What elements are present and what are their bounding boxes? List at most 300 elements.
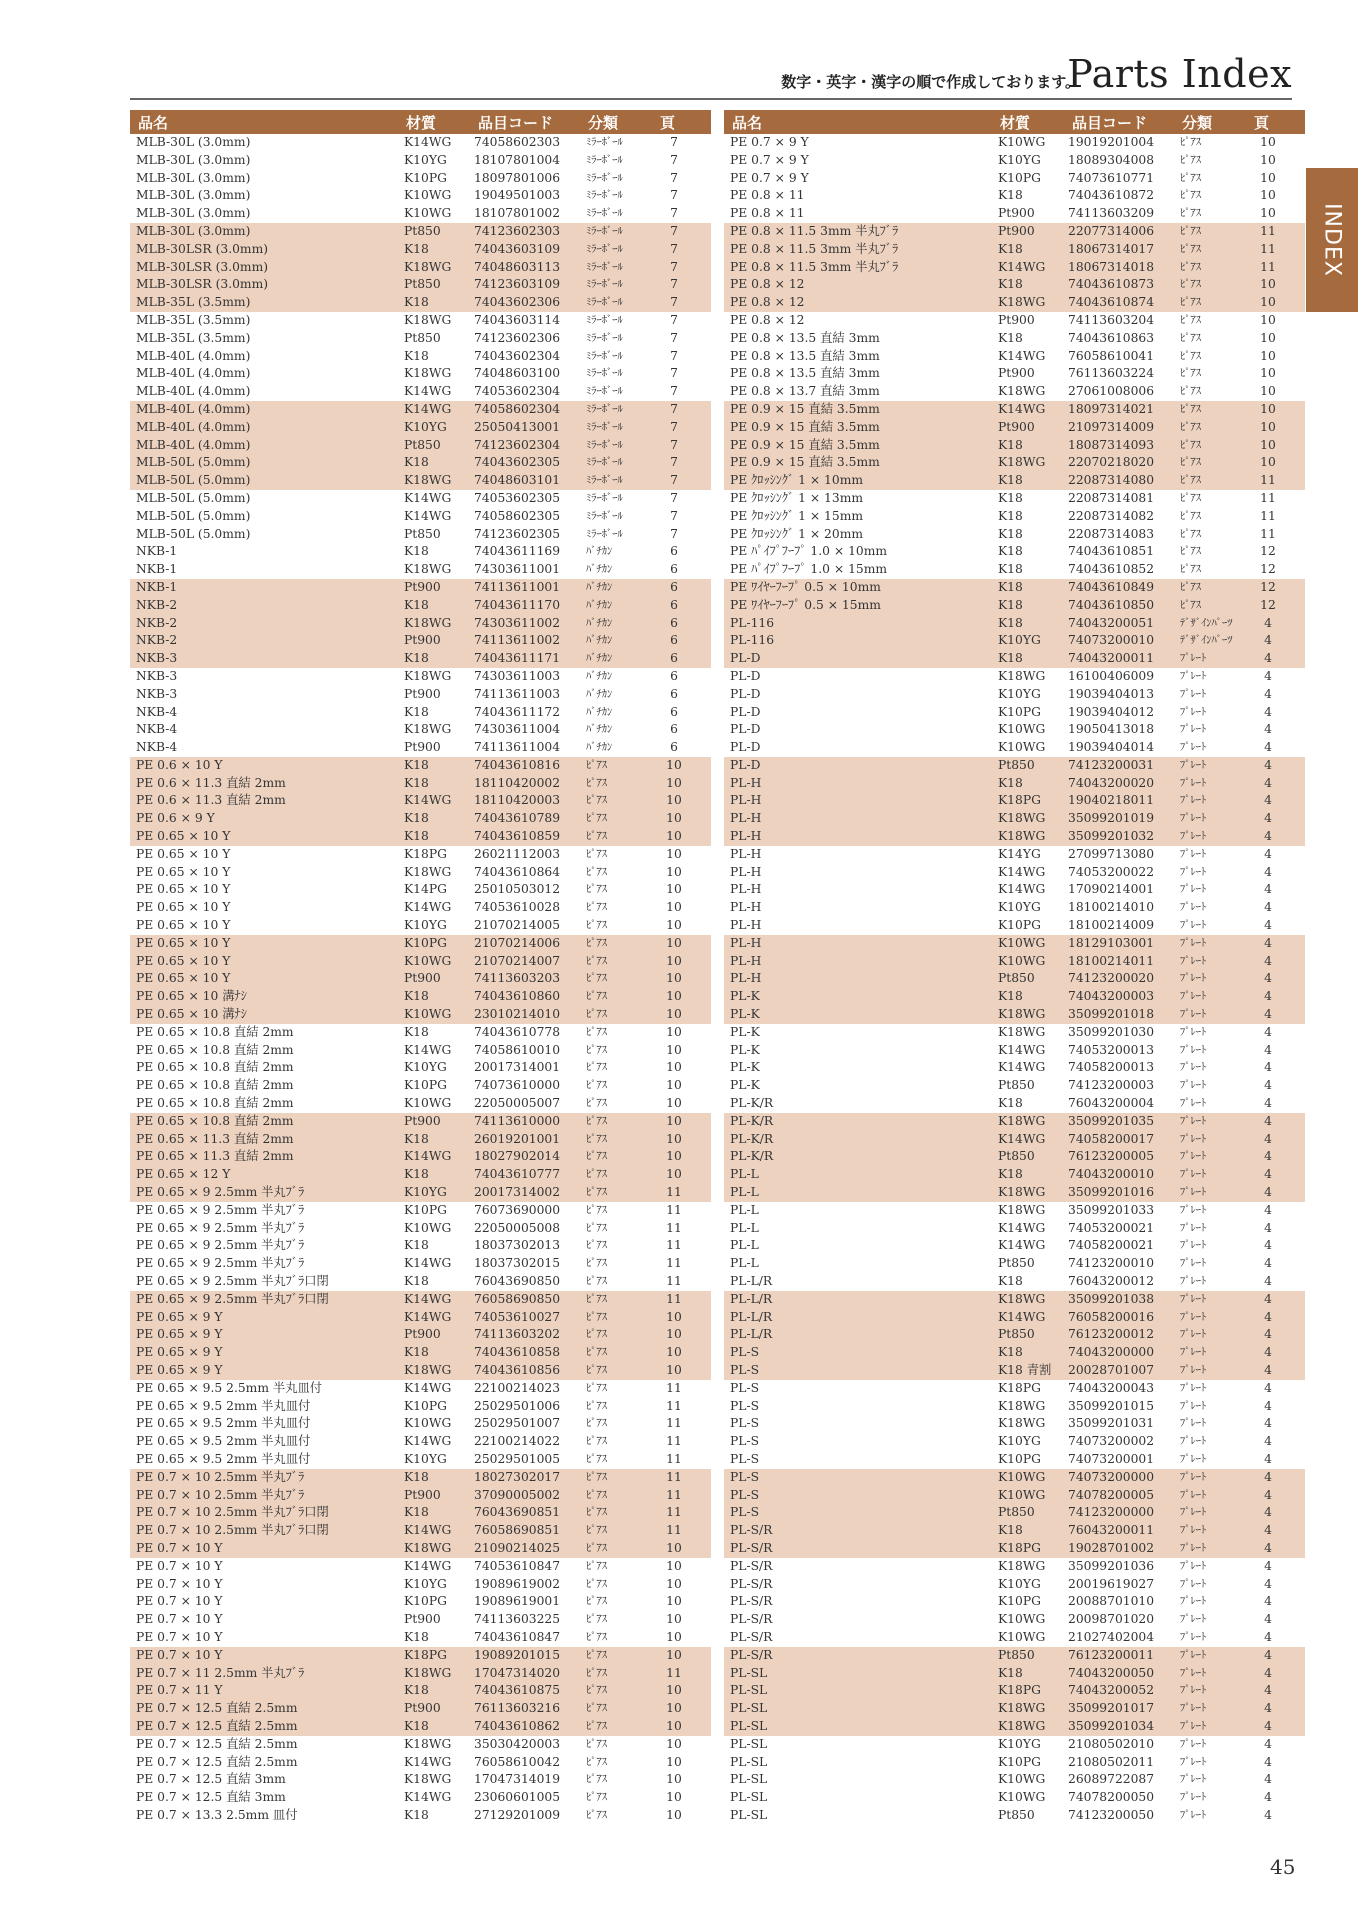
table-row — [724, 1184, 1305, 1202]
cell-page: 10 — [666, 1096, 682, 1111]
table-row — [130, 970, 711, 988]
cell-category: ﾌﾟﾚｰﾄ — [1180, 1808, 1207, 1821]
cell-category: ﾐﾗｰﾎﾞｰﾙ — [586, 260, 623, 273]
cell-material: K10YG — [404, 1576, 447, 1591]
cell-page: 4 — [1264, 989, 1272, 1004]
cell-page: 4 — [1264, 1327, 1272, 1342]
cell-name: PE 0.7 × 10 Y — [136, 1540, 223, 1555]
cell-category: ﾊﾞﾁｶﾝ — [586, 705, 613, 718]
cell-page: 4 — [1264, 1256, 1272, 1271]
cell-name: PE 0.9 × 15 直結 3.5mm — [730, 437, 880, 452]
cell-name: MLB-30LSR (3.0mm) — [136, 277, 269, 292]
cell-page: 10 — [1260, 277, 1276, 292]
cell-code: 35030420003 — [474, 1736, 561, 1751]
side-index-tab[interactable] — [1306, 168, 1358, 312]
cell-material: Pt850 — [404, 223, 441, 238]
cell-material: K18WG — [404, 366, 452, 381]
cell-category: ﾐﾗｰﾎﾞｰﾙ — [586, 527, 623, 540]
cell-category: ﾌﾟﾚｰﾄ — [1180, 1328, 1207, 1341]
table-row — [130, 134, 711, 152]
cell-page: 4 — [1264, 1078, 1272, 1093]
cell-category: ﾌﾟﾚｰﾄ — [1180, 1168, 1207, 1181]
cell-page: 7 — [670, 366, 678, 381]
table-row — [724, 1006, 1305, 1024]
cell-page: 7 — [670, 419, 678, 434]
cell-page: 4 — [1264, 1807, 1272, 1822]
cell-material: K10YG — [998, 900, 1041, 915]
cell-name: PE ﾊﾟｲﾌﾟﾌｰﾌﾟ 1.0 × 15mm — [730, 562, 888, 577]
cell-category: ﾋﾟｱｽ — [586, 1239, 607, 1252]
cell-page: 6 — [670, 579, 678, 594]
cell-material: K18 — [404, 295, 429, 310]
cell-name: NKB-1 — [136, 544, 178, 559]
table-row — [130, 1131, 711, 1149]
table-row — [724, 917, 1305, 935]
cell-name: NKB-2 — [136, 597, 178, 612]
cell-category: ﾋﾟｱｽ — [586, 812, 607, 825]
cell-material: Pt900 — [404, 1701, 441, 1716]
cell-name: PE 0.6 × 10 Y — [136, 757, 223, 772]
cell-material: K14WG — [404, 490, 452, 505]
cell-code: 74043610850 — [1068, 597, 1155, 612]
cell-material: K10PG — [998, 1594, 1041, 1609]
cell-code: 74043610859 — [474, 829, 561, 844]
table-row — [130, 1665, 711, 1683]
table-header-left — [130, 110, 711, 134]
cell-code: 74043611171 — [474, 651, 561, 666]
cell-name: PE ﾜｲﾔｰﾌｰﾌﾟ 0.5 × 15mm — [730, 597, 881, 612]
table-row — [724, 686, 1305, 704]
table-row — [724, 223, 1305, 241]
cell-name: PE 0.7 × 11 2.5mm 半丸ﾌﾞﾗ — [136, 1665, 305, 1680]
table-row — [724, 1451, 1305, 1469]
cell-page: 6 — [670, 668, 678, 683]
cell-page: 10 — [666, 1558, 682, 1573]
table-row — [724, 508, 1305, 526]
cell-name: PE 0.8 × 12 — [730, 295, 805, 310]
cell-name: PL-S — [730, 1451, 760, 1466]
cell-code: 22087314082 — [1068, 508, 1155, 523]
cell-name: PL-L — [730, 1185, 759, 1200]
cell-name: MLB-35L (3.5mm) — [136, 312, 251, 327]
table-row — [724, 935, 1305, 953]
cell-page: 10 — [1260, 206, 1276, 221]
cell-category: ﾐﾗｰﾎﾞｰﾙ — [586, 420, 623, 433]
cell-name: MLB-50L (5.0mm) — [136, 455, 251, 470]
cell-category: ﾋﾟｱｽ — [1180, 153, 1201, 166]
cell-material: K18WG — [404, 615, 452, 630]
cell-name: PE 0.65 × 9.5 2mm 半丸皿付 — [136, 1416, 311, 1431]
cell-material: K18 — [998, 277, 1023, 292]
cell-category: ﾋﾟｱｽ — [586, 954, 607, 967]
cell-page: 4 — [1264, 1309, 1272, 1324]
table-row — [130, 1113, 711, 1131]
cell-category: ﾊﾞﾁｶﾝ — [586, 687, 613, 700]
cell-name: PL-K/R — [730, 1096, 774, 1111]
cell-page: 4 — [1264, 1238, 1272, 1253]
cell-name: PE 0.8 × 11.5 3mm 半丸ﾌﾞﾗ — [730, 223, 899, 238]
table-row — [130, 1487, 711, 1505]
cell-code: 18129103001 — [1068, 935, 1155, 950]
table-row — [724, 1789, 1305, 1807]
cell-page: 7 — [670, 170, 678, 185]
cell-material: K14WG — [998, 259, 1046, 274]
cell-category: ﾋﾟｱｽ — [586, 1595, 607, 1608]
page-number: 45 — [1270, 1855, 1296, 1879]
table-row — [130, 1522, 711, 1540]
cell-page: 10 — [1260, 384, 1276, 399]
cell-code: 74303611001 — [474, 562, 561, 577]
cell-page: 11 — [666, 1665, 682, 1680]
cell-category: ﾋﾟｱｽ — [586, 901, 607, 914]
cell-page: 4 — [1264, 1665, 1272, 1680]
cell-material: K18WG — [998, 384, 1046, 399]
table-row — [724, 757, 1305, 775]
cell-code: 74073200001 — [1068, 1451, 1155, 1466]
cell-page: 4 — [1264, 811, 1272, 826]
cell-page: 10 — [666, 1540, 682, 1555]
table-row — [724, 970, 1305, 988]
cell-category: ﾌﾟﾚｰﾄ — [1180, 1435, 1207, 1448]
cell-name: PE 0.65 × 10 Y — [136, 846, 231, 861]
cell-name: PE 0.8 × 11.5 3mm 半丸ﾌﾞﾗ — [730, 259, 899, 274]
cell-name: PL-D — [730, 651, 761, 666]
cell-name: PE 0.7 × 10 2.5mm 半丸ﾌﾞﾗ口閉 — [136, 1505, 329, 1520]
cell-material: K10WG — [998, 1629, 1046, 1644]
cell-name: PL-SL — [730, 1683, 768, 1698]
cell-code: 18100214011 — [1068, 953, 1155, 968]
cell-name: PE 0.65 × 9 Y — [136, 1362, 223, 1377]
cell-category: ﾋﾟｱｽ — [586, 1381, 607, 1394]
cell-page: 7 — [670, 206, 678, 221]
cell-category: ﾋﾟｱｽ — [586, 1488, 607, 1501]
cell-material: K14WG — [998, 1238, 1046, 1253]
table-row — [130, 1504, 711, 1522]
cell-material: Pt900 — [404, 740, 441, 755]
table-header-right — [724, 110, 1305, 134]
cell-material: K18 — [404, 241, 429, 256]
cell-name: PL-S/R — [730, 1558, 773, 1573]
table-row — [724, 1647, 1305, 1665]
table-row — [724, 1220, 1305, 1238]
cell-name: PE 0.65 × 9 2.5mm 半丸ﾌﾞﾗ — [136, 1202, 305, 1217]
cell-material: K14WG — [404, 1790, 452, 1805]
cell-code: 35099201031 — [1068, 1416, 1155, 1431]
cell-material: K18WG — [998, 1416, 1046, 1431]
cell-page: 6 — [670, 597, 678, 612]
cell-name: PE 0.8 × 11.5 3mm 半丸ﾌﾞﾗ — [730, 241, 899, 256]
table-row — [724, 330, 1305, 348]
cell-material: K10PG — [998, 918, 1041, 933]
cell-code: 20098701020 — [1068, 1612, 1155, 1627]
cell-material: K14WG — [404, 1434, 452, 1449]
cell-page: 10 — [666, 1078, 682, 1093]
cell-page: 4 — [1264, 918, 1272, 933]
cell-name: PE 0.8 × 13.5 直結 3mm — [730, 366, 880, 381]
table-row — [724, 205, 1305, 223]
cell-material: K18PG — [404, 1647, 447, 1662]
cell-page: 4 — [1264, 846, 1272, 861]
cell-page: 10 — [1260, 455, 1276, 470]
cell-material: K18WG — [998, 811, 1046, 826]
cell-category: ﾋﾟｱｽ — [586, 1719, 607, 1732]
cell-name: PE 0.65 × 10 Y — [136, 864, 231, 879]
cell-material: K18 — [998, 1167, 1023, 1182]
cell-page: 4 — [1264, 1007, 1272, 1022]
cell-page: 7 — [670, 490, 678, 505]
cell-material: Pt850 — [404, 330, 441, 345]
cell-code: 74043603114 — [474, 312, 561, 327]
cell-category: ﾌﾟﾚｰﾄ — [1180, 1506, 1207, 1519]
cell-code: 74303611002 — [474, 615, 561, 630]
cell-category: ﾋﾟｱｽ — [1180, 207, 1201, 220]
table-row — [130, 543, 711, 561]
cell-material: K10YG — [998, 686, 1041, 701]
cell-name: PL-H — [730, 793, 762, 808]
cell-code: 25010503012 — [474, 882, 561, 897]
cell-category: ﾋﾟｱｽ — [1180, 420, 1201, 433]
cell-material: K18 — [998, 188, 1023, 203]
cell-code: 74043610847 — [474, 1629, 561, 1644]
table-row — [724, 846, 1305, 864]
cell-name: PE 0.7 × 12.5 直結 2.5mm — [136, 1754, 298, 1769]
cell-name: PE 0.6 × 9 Y — [136, 811, 215, 826]
cell-code: 74043610816 — [474, 757, 561, 772]
cell-category: ﾋﾟｱｽ — [586, 1186, 607, 1199]
cell-category: ﾋﾟｱｽ — [1180, 260, 1201, 273]
table-row — [724, 775, 1305, 793]
cell-page: 4 — [1264, 1790, 1272, 1805]
cell-name: PL-L — [730, 1167, 759, 1182]
cell-code: 74123602306 — [474, 330, 561, 345]
cell-material: K18 — [404, 775, 429, 790]
cell-code: 74123200020 — [1068, 971, 1155, 986]
cell-category: ﾌﾟﾚｰﾄ — [1180, 1132, 1207, 1145]
table-row — [130, 668, 711, 686]
table-row — [130, 739, 711, 757]
cell-category: ﾋﾟｱｽ — [586, 1773, 607, 1786]
table-row — [130, 241, 711, 259]
cell-category: ﾊﾞﾁｶﾝ — [586, 741, 613, 754]
table-row — [724, 1077, 1305, 1095]
cell-page: 4 — [1264, 1416, 1272, 1431]
cell-page: 6 — [670, 740, 678, 755]
cell-category: ﾌﾟﾚｰﾄ — [1180, 1292, 1207, 1305]
table-row — [724, 792, 1305, 810]
cell-code: 18067314018 — [1068, 259, 1155, 274]
table-row — [724, 1255, 1305, 1273]
header-category: 分類 — [588, 114, 619, 132]
table-row — [130, 1344, 711, 1362]
cell-page: 4 — [1264, 1398, 1272, 1413]
cell-name: PL-L/R — [730, 1309, 773, 1324]
cell-code: 26089722087 — [1068, 1772, 1155, 1787]
cell-category: ﾌﾟﾚｰﾄ — [1180, 1150, 1207, 1163]
cell-page: 10 — [666, 1594, 682, 1609]
table-row — [130, 365, 711, 383]
cell-page: 10 — [1260, 312, 1276, 327]
cell-material: K14WG — [404, 1291, 452, 1306]
cell-code: 74053602304 — [474, 384, 561, 399]
table-row — [724, 1487, 1305, 1505]
table-row — [130, 1202, 711, 1220]
cell-category: ﾋﾟｱｽ — [1180, 474, 1201, 487]
cell-code: 74043610778 — [474, 1024, 561, 1039]
cell-code: 35099201015 — [1068, 1398, 1155, 1413]
cell-category: ﾌﾟﾚｰﾄ — [1180, 1613, 1207, 1626]
cell-code: 22070218020 — [1068, 455, 1155, 470]
cell-name: PL-S — [730, 1416, 760, 1431]
cell-page: 7 — [670, 401, 678, 416]
cell-page: 4 — [1264, 1167, 1272, 1182]
cell-material: Pt850 — [998, 971, 1035, 986]
cell-name: PL-K/R — [730, 1113, 774, 1128]
cell-page: 10 — [666, 1167, 682, 1182]
cell-page: 4 — [1264, 1540, 1272, 1555]
cell-category: ﾐﾗｰﾎﾞｰﾙ — [586, 242, 623, 255]
cell-code: 18037302013 — [474, 1238, 561, 1253]
cell-code: 17047314019 — [474, 1772, 561, 1787]
table-row — [724, 1113, 1305, 1131]
cell-category: ﾋﾟｱｽ — [586, 847, 607, 860]
cell-name: PE 0.7 × 12.5 直結 3mm — [136, 1772, 286, 1787]
cell-category: ﾋﾟｱｽ — [586, 1150, 607, 1163]
cell-category: ﾋﾟｱｽ — [1180, 242, 1201, 255]
cell-material: K18WG — [998, 1185, 1046, 1200]
cell-category: ﾌﾟﾚｰﾄ — [1180, 1097, 1207, 1110]
cell-code: 19050413018 — [1068, 722, 1155, 737]
cell-page: 11 — [666, 1523, 682, 1538]
cell-name: PE 0.65 × 9 2.5mm 半丸ﾌﾞﾗ口閉 — [136, 1274, 329, 1288]
cell-name: PE 0.65 × 10.8 直結 2mm — [136, 1078, 294, 1093]
cell-code: 74073610000 — [474, 1078, 561, 1093]
cell-page: 4 — [1264, 1113, 1272, 1128]
cell-name: PE 0.7 × 9 Y — [730, 152, 809, 167]
cell-material: Pt850 — [404, 277, 441, 292]
cell-category: ﾋﾟｱｽ — [586, 1470, 607, 1483]
cell-page: 10 — [666, 918, 682, 933]
cell-category: ﾌﾟﾚｰﾄ — [1180, 1773, 1207, 1786]
cell-name: PL-L/R — [730, 1327, 773, 1342]
cell-material: Pt850 — [404, 526, 441, 541]
cell-category: ﾌﾟﾚｰﾄ — [1180, 1203, 1207, 1216]
cell-material: K10YG — [404, 152, 447, 167]
table-row — [724, 1665, 1305, 1683]
cell-code: 17090214001 — [1068, 882, 1155, 897]
cell-code: 25029501005 — [474, 1451, 561, 1466]
table-row — [130, 223, 711, 241]
cell-name: PE 0.9 × 15 直結 3.5mm — [730, 419, 880, 434]
cell-code: 74078200050 — [1068, 1790, 1155, 1805]
cell-page: 4 — [1264, 1042, 1272, 1057]
cell-material: K18WG — [998, 1113, 1046, 1128]
cell-category: ﾋﾟｱｽ — [586, 1079, 607, 1092]
table-row — [724, 1771, 1305, 1789]
cell-material: Pt850 — [998, 1149, 1035, 1164]
cell-material: K14WG — [998, 882, 1046, 897]
table-row — [724, 1362, 1305, 1380]
cell-page: 10 — [1260, 348, 1276, 363]
cell-code: 21080502010 — [1068, 1736, 1155, 1751]
cell-name: NKB-4 — [136, 704, 178, 719]
cell-material: K10WG — [404, 1096, 452, 1111]
table-row — [130, 1736, 711, 1754]
table-row — [724, 1344, 1305, 1362]
table-row — [130, 1059, 711, 1077]
table-row — [130, 1042, 711, 1060]
cell-category: ﾋﾟｱｽ — [586, 1435, 607, 1448]
cell-page: 11 — [666, 1220, 682, 1235]
cell-material: K18 — [998, 989, 1023, 1004]
table-row — [724, 1059, 1305, 1077]
cell-page: 11 — [1260, 259, 1276, 274]
table-row — [724, 1309, 1305, 1327]
cell-code: 74073200002 — [1068, 1434, 1155, 1449]
cell-category: ﾋﾟｱｽ — [1180, 527, 1201, 540]
cell-material: K18 — [404, 455, 429, 470]
cell-name: NKB-1 — [136, 579, 178, 594]
cell-page: 10 — [666, 1309, 682, 1324]
cell-code: 74123602305 — [474, 526, 561, 541]
cell-material: K14WG — [404, 1042, 452, 1057]
cell-code: 19089201015 — [474, 1647, 561, 1662]
header-material: 材質 — [1000, 114, 1031, 132]
cell-page: 4 — [1264, 1772, 1272, 1787]
cell-material: K10WG — [998, 1772, 1046, 1787]
table-row — [724, 1042, 1305, 1060]
cell-material: K10YG — [998, 1736, 1041, 1751]
table-row — [130, 348, 711, 366]
cell-name: MLB-40L (4.0mm) — [136, 348, 251, 363]
cell-category: ﾋﾟｱｽ — [586, 830, 607, 843]
cell-category: ﾌﾟﾚｰﾄ — [1180, 1684, 1207, 1697]
cell-category: ﾌﾟﾚｰﾄ — [1180, 1648, 1207, 1661]
cell-code: 74043610863 — [1068, 330, 1155, 345]
cell-material: K18WG — [404, 312, 452, 327]
cell-name: PE 0.65 × 9 Y — [136, 1345, 223, 1360]
cell-name: MLB-40L (4.0mm) — [136, 366, 251, 381]
table-row — [130, 294, 711, 312]
cell-category: ﾋﾟｱｽ — [586, 865, 607, 878]
cell-material: K14WG — [404, 1523, 452, 1538]
cell-page: 10 — [666, 1131, 682, 1146]
cell-category: ﾐﾗｰﾎﾞｰﾙ — [586, 331, 623, 344]
cell-material: K18PG — [404, 846, 447, 861]
cell-name: PL-S/R — [730, 1576, 773, 1591]
cell-name: PE 0.7 × 9 Y — [730, 135, 809, 149]
cell-code: 76043200011 — [1068, 1523, 1155, 1538]
cell-code: 74043610851 — [1068, 544, 1155, 559]
cell-name: PE 0.9 × 15 直結 3.5mm — [730, 455, 880, 470]
cell-page: 10 — [1260, 419, 1276, 434]
cell-page: 10 — [666, 811, 682, 826]
table-row — [724, 1522, 1305, 1540]
cell-name: PE 0.65 × 9.5 2mm 半丸皿付 — [136, 1398, 311, 1413]
cell-material: K18WG — [998, 455, 1046, 470]
table-row — [724, 170, 1305, 188]
cell-page: 4 — [1264, 1096, 1272, 1111]
table-row — [724, 1095, 1305, 1113]
cell-category: ﾋﾟｱｽ — [586, 1452, 607, 1465]
cell-name: MLB-40L (4.0mm) — [136, 401, 251, 416]
cell-code: 74058602304 — [474, 401, 561, 416]
cell-material: K18WG — [404, 1540, 452, 1555]
table-row — [130, 1095, 711, 1113]
cell-name: PE 0.65 × 10.8 直結 2mm — [136, 1042, 294, 1057]
cell-code: 74113611004 — [474, 740, 561, 755]
cell-name: PL-H — [730, 829, 762, 844]
cell-name: NKB-3 — [136, 651, 178, 666]
